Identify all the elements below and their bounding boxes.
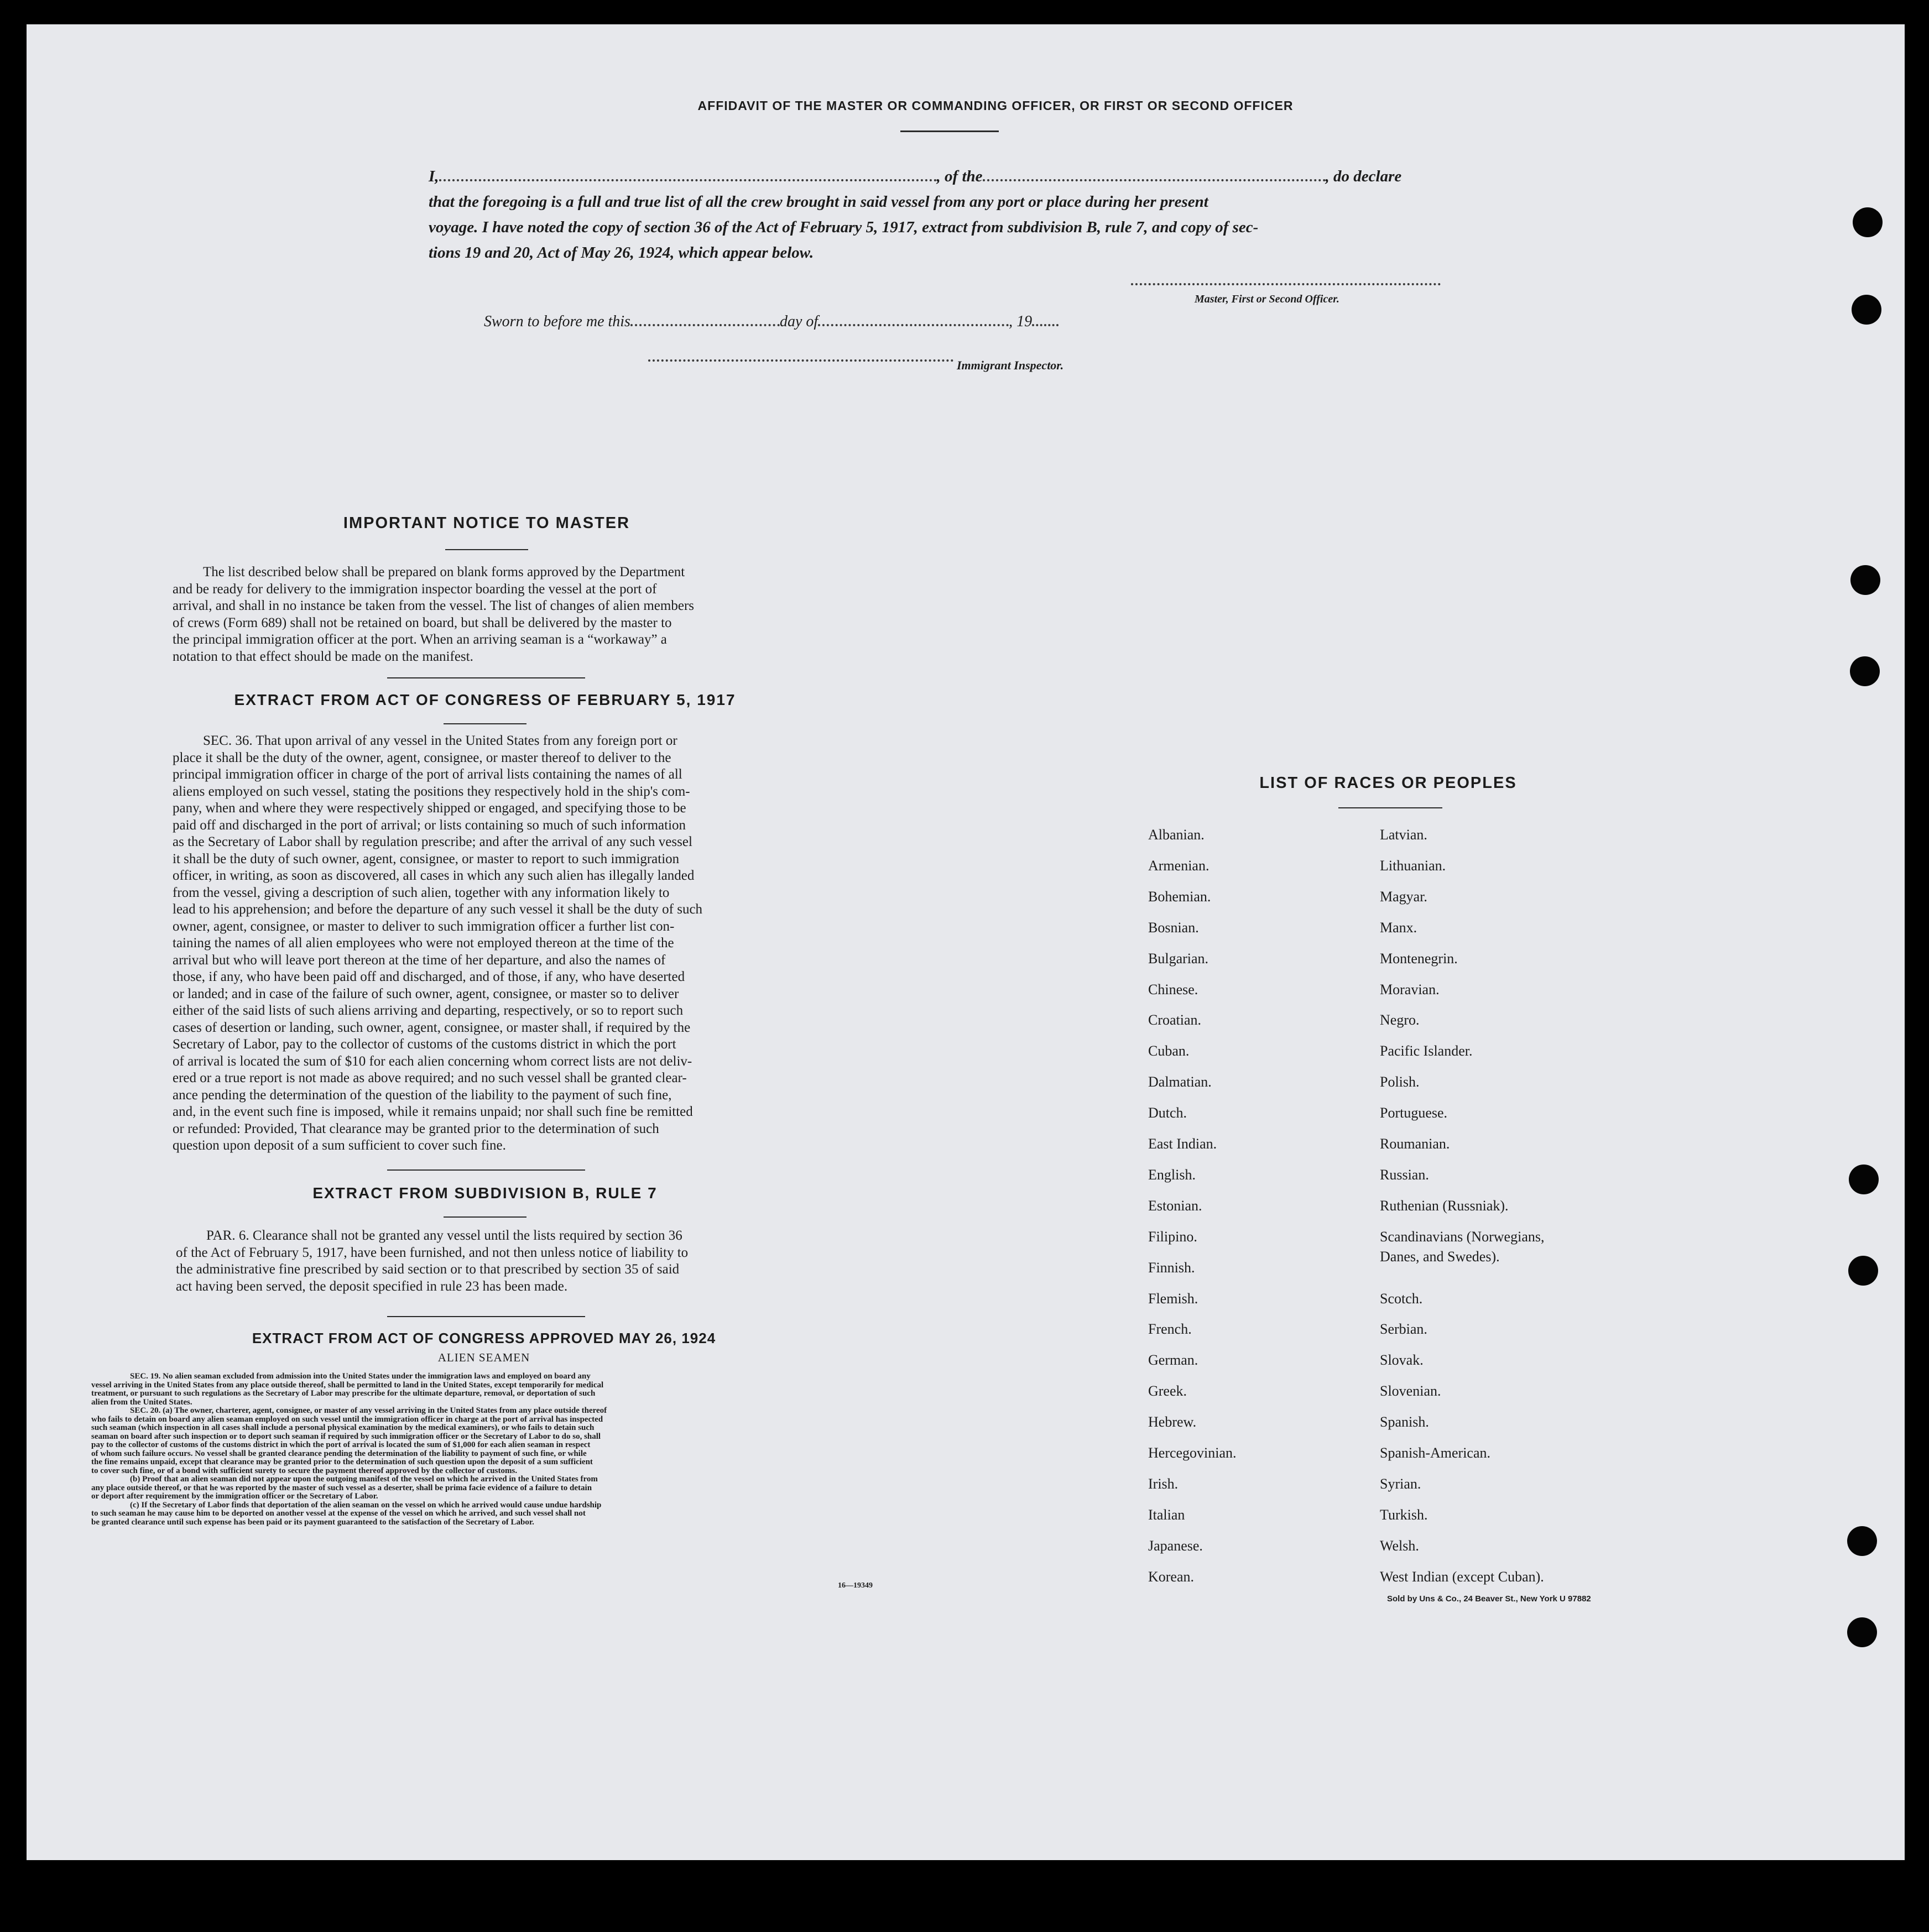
race-item: Estonian. <box>1148 1197 1202 1214</box>
printer-credit: Sold by Uns & Co., 24 Beaver St., New York U 97882 <box>1387 1594 1591 1604</box>
race-item: Chinese. <box>1148 981 1198 998</box>
of-the-label: , of the <box>936 168 983 185</box>
extract-1924-line: of whom such failure occurs. No vessel shall be granted clearance pending the determination of the liability to payment of such fine, or while <box>91 1449 587 1458</box>
extract-1917-line: paid off and discharged in the port of arrival; or lists containing so much of such information <box>173 817 686 833</box>
race-item: Syrian. <box>1380 1475 1421 1492</box>
sworn-prefix: Sworn to before me this <box>484 313 630 330</box>
divider <box>444 1216 526 1218</box>
extract-1917-line: ered or a true report is not made as above required; and no such vessel shall be granted clear- <box>173 1071 687 1085</box>
day-of-label: day of <box>779 313 818 330</box>
race-item: Slovenian. <box>1380 1383 1441 1400</box>
extract-1924-line: (b) Proof that an alien seaman did not appear upon the outgoing manifest of the vessel on which he arrived in the United States from <box>130 1475 598 1484</box>
master-signature-label: Master, First or Second Officer. <box>1195 293 1339 305</box>
race-item-continuation: Danes, and Swedes). <box>1380 1249 1500 1265</box>
extract-1924-line: alien from the United States. <box>91 1397 192 1407</box>
notice-line: of crews (Form 689) shall not be retained on board, but shall be delivered by the master to <box>173 615 672 630</box>
affidavit-title: AFFIDAVIT OF THE MASTER OR COMMANDING OFFICER, OR FIRST OR SECOND OFFICER <box>697 98 1294 113</box>
race-item: Spanish-American. <box>1380 1445 1491 1461</box>
race-item: Bulgarian. <box>1148 950 1209 967</box>
race-item: Turkish. <box>1380 1506 1428 1523</box>
do-declare-label: , do declare <box>1325 168 1402 185</box>
race-item: Scotch. <box>1380 1290 1423 1307</box>
subdivision-line: act having been served, the deposit specified in rule 23 has been made. <box>176 1278 568 1294</box>
extract-1917-line: or landed; and in case of the failure of such owner, agent, consignee, or master so to deliver <box>173 986 679 1001</box>
race-item: Polish. <box>1380 1074 1420 1090</box>
race-item: Negro. <box>1380 1012 1420 1028</box>
extract-1924-line: SEC. 19. No alien seaman excluded from admission into the United States under the immigration laws and employed on board any <box>130 1372 591 1381</box>
extract-1924-line: seaman on board after such inspection or to deport such seaman if required by such immigration officer or the Secretary of Labor to do so, shall <box>91 1432 601 1441</box>
extract-1917-line: pany, when and where they were respectively shipped or engaged, and specifying those to be <box>173 801 686 816</box>
race-item: Moravian. <box>1380 981 1440 998</box>
race-item: Italian <box>1148 1506 1185 1523</box>
race-item: Finnish. <box>1148 1259 1195 1276</box>
race-item: Bosnian. <box>1148 919 1199 936</box>
race-item: Serbian. <box>1380 1321 1427 1338</box>
declarant-label: I, <box>429 168 439 185</box>
extract-1917-line: lead to his apprehension; and before the departure of any such vessel it shall be the duty of such <box>173 902 703 917</box>
race-item: East Indian. <box>1148 1136 1217 1152</box>
race-item: Armenian. <box>1148 857 1209 874</box>
affidavit-declaration <box>429 164 1468 265</box>
race-item: Bohemian. <box>1148 888 1211 905</box>
race-item: Magyar. <box>1380 888 1427 905</box>
extract-1924-line: treatment, or pursuant to such regulations as the Secretary of Labor may prescribe for the ultimate departure, removal, or deportation of such <box>91 1389 596 1398</box>
race-item: Japanese. <box>1148 1537 1203 1554</box>
subdivision-title: EXTRACT FROM SUBDIVISION B, RULE 7 <box>312 1184 658 1202</box>
extract-1924-line: (c) If the Secretary of Labor finds that deportation of the alien seaman on the vessel on which he arrived would cause undue hardship <box>130 1500 602 1510</box>
race-item: Manx. <box>1380 919 1417 936</box>
inspector-signature-label: Immigrant Inspector. <box>957 358 1064 372</box>
race-item: Filipino. <box>1148 1228 1197 1245</box>
declaration-line-3: voyage. I have noted the copy of section 36 of the Act of February 5, 1917, extract from subdivision B, rule 7, and copy of sec- <box>429 218 1259 236</box>
race-item: French. <box>1148 1321 1192 1338</box>
extract-1924-line: who fails to detain on board any alien seaman employed on such vessel until the immigration officer in charge at the port of arrival has inspected <box>91 1414 603 1424</box>
inspector-signature-line[interactable] <box>648 359 953 362</box>
extract-1924-line: vessel arriving in the United States from any place outside thereof, shall be permitted to land in the United States, except temporarily for medical <box>91 1380 604 1390</box>
race-item: Latvian. <box>1380 827 1427 843</box>
extract-1924-line: to cover such fine, or of a bond with sufficient surety to secure the payment thereof approved by the collector of customs. <box>91 1466 518 1475</box>
race-item: Korean. <box>1148 1568 1195 1585</box>
race-item: English. <box>1148 1166 1196 1183</box>
notice-line: arrival, and shall in no instance be taken from the vessel. The list of changes of alien members <box>173 598 694 613</box>
binder-hole <box>1849 1165 1879 1194</box>
divider <box>387 677 585 678</box>
race-item: Scandinavians (Norwegians, <box>1380 1228 1545 1245</box>
race-item: Hercegovinian. <box>1148 1445 1237 1461</box>
race-item: Greek. <box>1148 1383 1187 1400</box>
binder-hole <box>1850 656 1880 686</box>
race-item: Spanish. <box>1380 1414 1429 1430</box>
notice-line: the principal immigration officer at the port. When an arriving seaman is a “workaway” a <box>173 632 667 647</box>
subdivision-line: of the Act of February 5, 1917, have been furnished, and not then unless notice of liability to <box>176 1245 689 1260</box>
extract-1924-line: the fine remains unpaid, except that clearance may be granted prior to the determination of such question upon the deposit of a sum sufficient <box>91 1458 593 1466</box>
binder-hole <box>1853 207 1883 237</box>
extract-1917-line: principal immigration officer in charge of the port of arrival lists containing the names of all <box>173 767 682 782</box>
extract-1924-subtitle: ALIEN SEAMEN <box>437 1351 530 1364</box>
declaration-line-1 <box>429 164 1468 189</box>
extract-1917-line: ance pending the determination of the question of the liability to the payment of such fine, <box>173 1087 672 1103</box>
race-item: Dalmatian. <box>1148 1074 1212 1090</box>
extract-1917-line: arrival but who will leave port thereon at the time of her departure, and also the names of <box>173 952 666 968</box>
extract-1924-line: or deport after requirement by the immigration officer or the Secretary of Labor. <box>91 1492 378 1501</box>
races-title: LIST OF RACES OR PEOPLES <box>1259 774 1517 792</box>
race-item: Ruthenian (Russniak). <box>1380 1197 1509 1214</box>
race-item: Irish. <box>1148 1475 1179 1492</box>
declaration-line-2: that the foregoing is a full and true list of all the crew brought in said vessel from any port or place during her present <box>429 193 1208 211</box>
race-item: Flemish. <box>1148 1290 1198 1307</box>
extract-1917-body <box>173 733 797 1155</box>
race-item: Cuban. <box>1148 1043 1190 1059</box>
extract-1917-line: place it shall be the duty of the owner, agent, consignee, or master thereof to deliver to the <box>173 750 671 765</box>
year-label: , 19 <box>1009 313 1033 330</box>
master-signature-line[interactable] <box>1131 283 1441 285</box>
sworn-day-field[interactable] <box>630 324 780 326</box>
notice-line: The list described below shall be prepared on blank forms approved by the Department <box>203 565 685 579</box>
race-item: Welsh. <box>1380 1537 1419 1554</box>
race-item: Dutch. <box>1148 1105 1187 1121</box>
race-item: Pacific Islander. <box>1380 1043 1473 1059</box>
notice-title: IMPORTANT NOTICE TO MASTER <box>343 514 630 532</box>
extract-1924-line: to such seaman he may cause him to be deported on another vessel at the expense of the vessel on which he arrived, and such vessel shall not <box>91 1509 586 1518</box>
extract-1917-line: owner, agent, consignee, or master to deliver to such immigration officer a further list con- <box>173 918 675 934</box>
binder-hole <box>1847 1617 1877 1647</box>
race-item: Montenegrin. <box>1380 950 1458 967</box>
extract-1917-line: aliens employed on such vessel, stating the positions they respectively hold in the ship's com- <box>173 784 690 799</box>
declarant-name-field[interactable] <box>439 179 937 181</box>
race-item: Croatian. <box>1148 1012 1202 1028</box>
race-item: Slovak. <box>1380 1352 1424 1369</box>
subdivision-body <box>176 1228 797 1295</box>
vessel-name-field[interactable] <box>983 179 1326 181</box>
extract-1917-line: taining the names of all alien employees who were not employed thereon at the time of the <box>173 936 674 951</box>
declaration-line-4: tions 19 and 20, Act of May 26, 1924, which appear below. <box>429 244 814 262</box>
race-item: Roumanian. <box>1380 1136 1450 1152</box>
notice-line: notation to that effect should be made on the manifest. <box>173 649 473 664</box>
extract-1917-line: question upon deposit of a sum sufficient to cover such fine. <box>173 1138 506 1153</box>
extract-1917-title: EXTRACT FROM ACT OF CONGRESS OF FEBRUARY 5, 1917 <box>234 691 736 708</box>
extract-1917-line: as the Secretary of Labor shall by regulation prescribe; and after the arrival of any such vessel <box>173 834 692 849</box>
extract-1917-line: and, in the event such fine is imposed, while it remains unpaid; nor shall such fine be remitted <box>173 1104 693 1119</box>
sworn-line <box>484 313 1059 331</box>
extract-1917-line: from the vessel, giving a description of such alien, together with any information likely to <box>173 885 670 900</box>
divider <box>387 1316 585 1317</box>
divider <box>444 723 526 724</box>
binder-hole <box>1852 295 1881 325</box>
extract-1917-line: of arrival is located the sum of $10 for each alien concerning whom correct lists are not deliv- <box>173 1053 692 1069</box>
subdivision-line: the administrative fine prescribed by said section or to that prescribed by section 35 of said <box>176 1262 680 1277</box>
sworn-year-field[interactable] <box>1032 324 1059 326</box>
race-item: West Indian (except Cuban). <box>1380 1568 1544 1585</box>
extract-1917-line: those, if any, who have been paid off and discharged, and of those, if any, who have deserted <box>173 969 685 984</box>
extract-1917-line: SEC. 36. That upon arrival of any vessel in the United States from any foreign port or <box>203 733 677 748</box>
race-item: Lithuanian. <box>1380 857 1446 874</box>
extract-1924-line: SEC. 20. (a) The owner, charterer, agent, consignee, or master of any vessel arriving in the United States from any place outside thereof <box>130 1406 607 1415</box>
binder-hole <box>1850 565 1880 595</box>
sworn-month-field[interactable] <box>818 324 1009 326</box>
extract-1924-line: pay to the collector of customs of the customs district in which the port of arrival is located the sum of $1,000 for each alien seaman in respect <box>91 1440 591 1449</box>
race-item: Portuguese. <box>1380 1105 1448 1121</box>
extract-1917-line: it shall be the duty of such owner, agent, consignee, or master to report to such immigration <box>173 851 680 866</box>
extract-1924-title: EXTRACT FROM ACT OF CONGRESS APPROVED MAY 26, 1924 <box>252 1330 716 1346</box>
extract-1924-line: be granted clearance until such expense has been paid or its payment guaranteed to the satisfaction of the Secretary of Labor. <box>91 1517 534 1527</box>
binder-hole <box>1847 1526 1877 1556</box>
form-number: 16—19349 <box>838 1581 873 1590</box>
race-item: Hebrew. <box>1148 1414 1197 1430</box>
race-item: Russian. <box>1380 1166 1429 1183</box>
divider <box>387 1169 585 1171</box>
notice-body <box>173 564 797 665</box>
extract-1924-line: such seaman (which inspection in all cases shall include a personal physical examination by the medical examiners), or who fails to detain such <box>91 1423 595 1432</box>
subdivision-line: PAR. 6. Clearance shall not be granted any vessel until the lists required by section 36 <box>206 1228 682 1243</box>
divider <box>1338 807 1442 808</box>
extract-1917-line: or refunded: Provided, That clearance may be granted prior to the determination of such <box>173 1121 659 1136</box>
extract-1917-line: cases of desertion or landing, such owner, agent, consignee, or master shall, if required by the <box>173 1020 691 1035</box>
divider <box>900 130 999 132</box>
divider <box>445 549 528 550</box>
extract-1917-line: Secretary of Labor, pay to the collector of customs of the customs district in which the port <box>173 1037 676 1052</box>
binder-hole <box>1848 1256 1878 1286</box>
extract-1924-body <box>91 1372 885 1527</box>
extract-1917-line: either of the said lists of such aliens arriving and departing, respectively, or so to report such <box>173 1003 684 1018</box>
notice-line: and be ready for delivery to the immigration inspector boarding the vessel at the port of <box>173 581 657 597</box>
race-item: Albanian. <box>1148 827 1205 843</box>
race-item: German. <box>1148 1352 1198 1369</box>
extract-1924-line: any place outside thereof, or that he was reported by the master of such vessel as a deserter, shall be prima facie evidence of a failure to detain <box>91 1483 592 1492</box>
extract-1917-line: officer, in writing, as soon as discovered, all cases in which any such alien has illegally landed <box>173 868 695 883</box>
